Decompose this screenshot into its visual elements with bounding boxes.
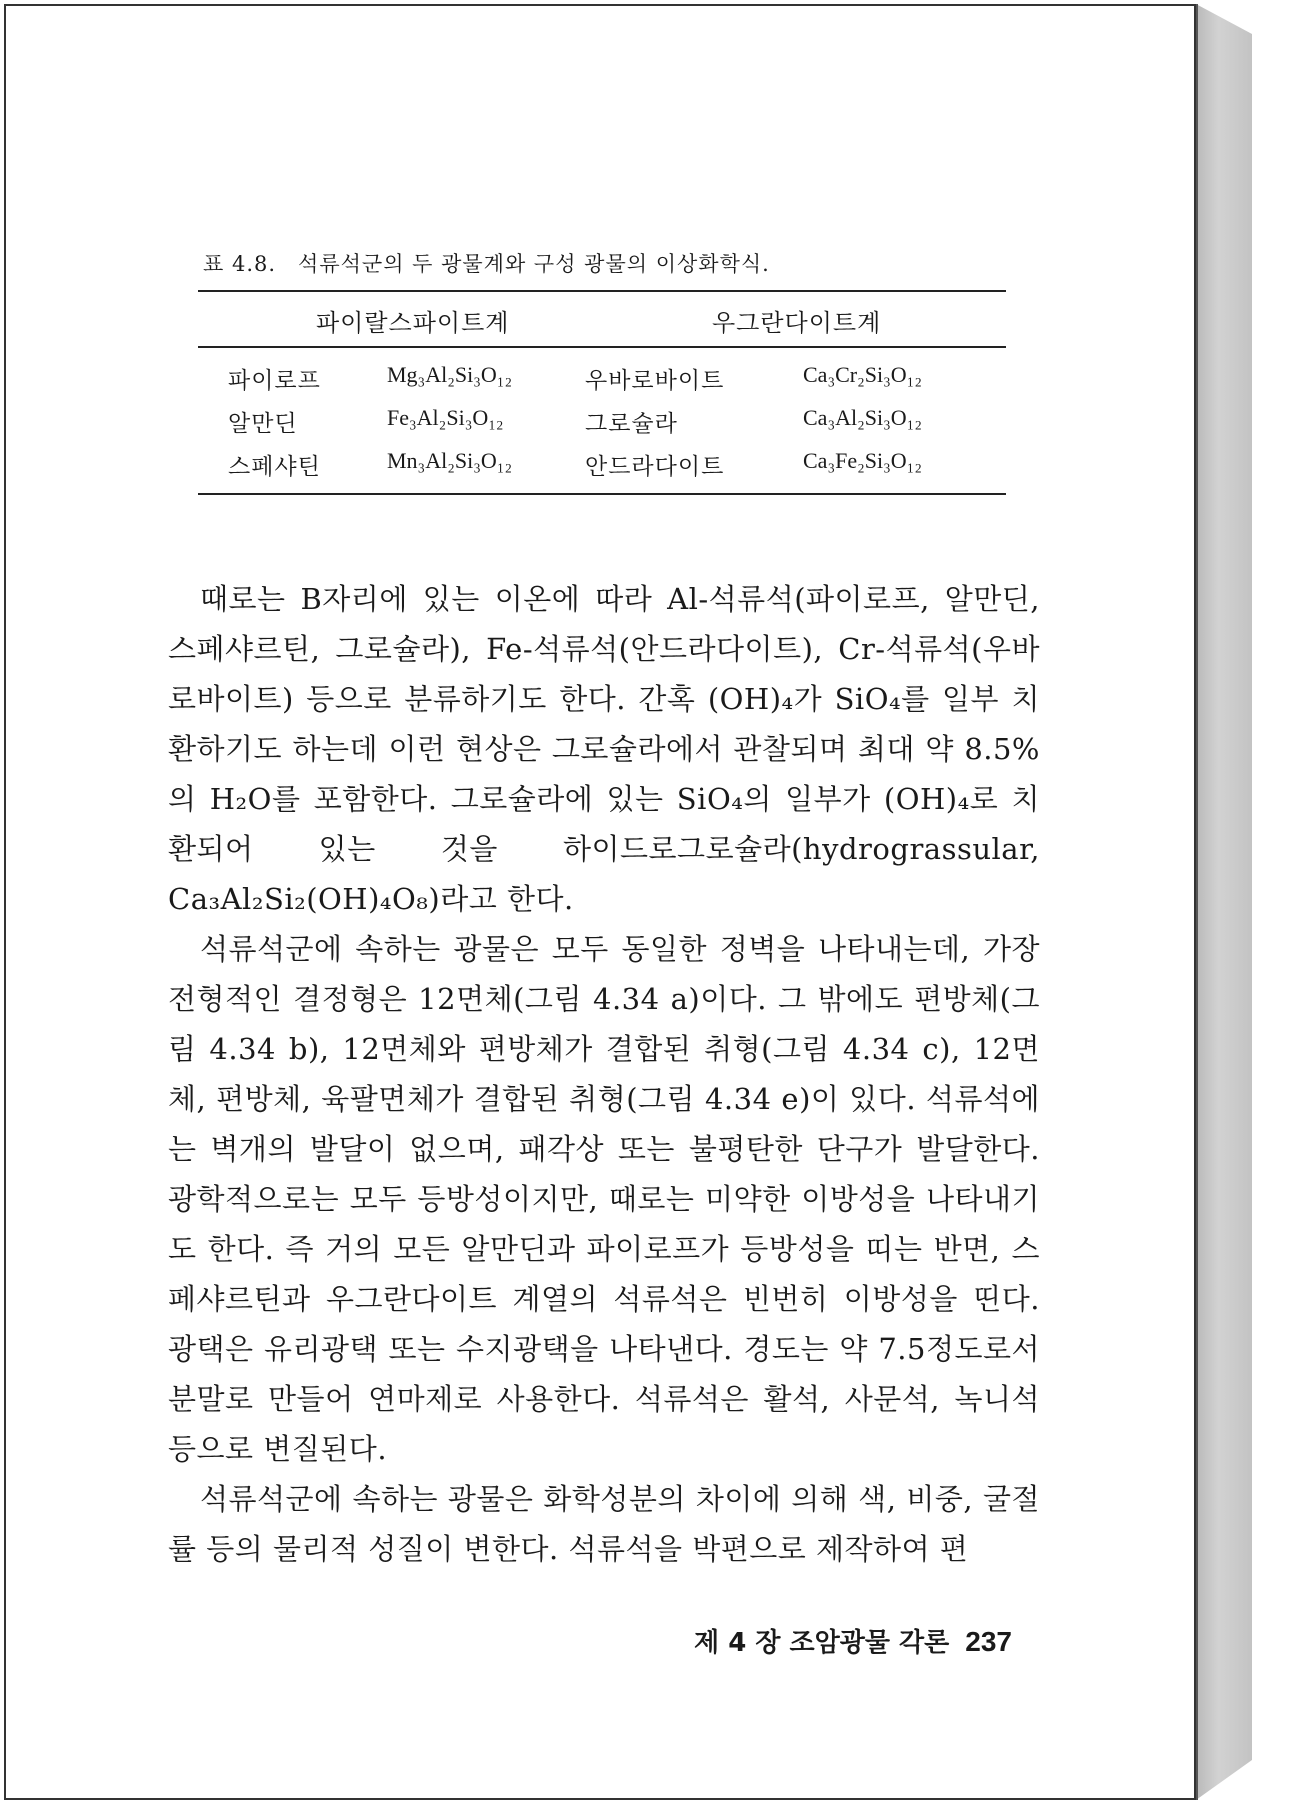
table-header-pyralspite: 파이랄스파이트계 <box>316 309 510 337</box>
table-header-rule <box>198 346 1006 348</box>
page-number: 237 <box>965 1626 1012 1657</box>
mineral-name: 알만딘 <box>228 411 298 437</box>
chapter-title: 제 4 장 조암광물 각론 <box>694 1628 950 1658</box>
mineral-formula: Mg₃Al₂Si₃O₁₂ <box>387 362 513 387</box>
table-caption <box>203 248 1003 278</box>
body-text <box>168 574 1040 1574</box>
paragraph-3: 석류석군에 속하는 광물은 화학성분의 차이에 의해 색, 비중, 굴절률 등의 물리적 성질이 변한다. 석류석을 박편으로 제작하여 편 <box>168 1482 1040 1566</box>
table-row <box>0 405 1302 445</box>
running-footer <box>680 1622 1012 1659</box>
mineral-name: 파이로프 <box>228 368 321 394</box>
mineral-formula: Ca₃Al₂Si₃O₁₂ <box>803 405 923 430</box>
mineral-formula: Mn₃Al₂Si₃O₁₂ <box>387 448 513 473</box>
mineral-formula: Ca₃Fe₂Si₃O₁₂ <box>803 448 923 473</box>
mineral-formula: Ca₃Cr₂Si₃O₁₂ <box>803 362 923 387</box>
mineral-name: 그로슐라 <box>585 411 678 437</box>
table-bottom-rule <box>198 493 1006 495</box>
table-header-ugrandite: 우그란다이트계 <box>712 309 882 337</box>
mineral-name: 안드라다이트 <box>585 454 725 480</box>
paragraph-2: 석류석군에 속하는 광물은 모두 동일한 정벽을 나타내는데, 가장 전형적인 결정형은 12면체(그림 4.34 a)이다. 그 밖에도 편방체(그림 4.34 b), 12면체와 편방체가 결합된 취형(그림 4.34 c), 12면체, 편방체, 육팔면체가 결합된 취형(그림 4.34 e)이 있다. 석류석에는 벽개의 발달이 없으며, 패각상 또는 불평탄한 단구가 발달한다. 광학적으로는 모두 등방성이지만, 때로는 미약한 이방성을 나타내기도 한다. 즉 거의 모든 알만딘과 파이로프가 등방성을 띠는 반면, 스페샤르틴과 우그란다이트 계열의 석류석은 빈번히 이방성을 띤다. 광택은 유리광택 또는 수지광택을 나타낸다. 경도는 약 7.5정도로서 분말로 만들어 연마제로 사용한다. 석류석은 활석, 사문석, 녹니석 등으로 변질된다. <box>168 932 1040 1466</box>
page-edge-line <box>1196 4 1198 1800</box>
table-top-rule <box>198 290 1006 292</box>
page-stack-edge <box>1196 4 1252 1800</box>
table-row <box>0 448 1302 488</box>
table-row <box>0 362 1302 402</box>
mineral-name: 우바로바이트 <box>585 368 725 394</box>
table-caption-text: 석류석군의 두 광물계와 구성 광물의 이상화학식. <box>298 252 770 276</box>
table-caption-number: 표 4.8. <box>203 252 277 276</box>
mineral-formula: Fe₃Al₂Si₃O₁₂ <box>387 405 504 430</box>
mineral-name: 스페샤틴 <box>228 454 321 480</box>
paragraph-1: 때로는 B자리에 있는 이온에 따라 Al-석류석(파이로프, 알만딘, 스페샤르틴, 그로슐라), Fe-석류석(안드라다이트), Cr-석류석(우바로바이트) 등으로 분류하기도 한다. 간혹 (OH)₄가 SiO₄를 일부 치환하기도 하는데 이런 현상은 그로슐라에서 관찰되며 최대 약 8.5% 의 H₂O를 포함한다. 그로슐라에 있는 SiO₄의 일부가 (OH)₄로 치환되어 있는 것을 하이드로그로슐라(hydrograssular, Ca₃Al₂Si₂(OH)₄O₈)라고 한다. <box>168 582 1040 916</box>
